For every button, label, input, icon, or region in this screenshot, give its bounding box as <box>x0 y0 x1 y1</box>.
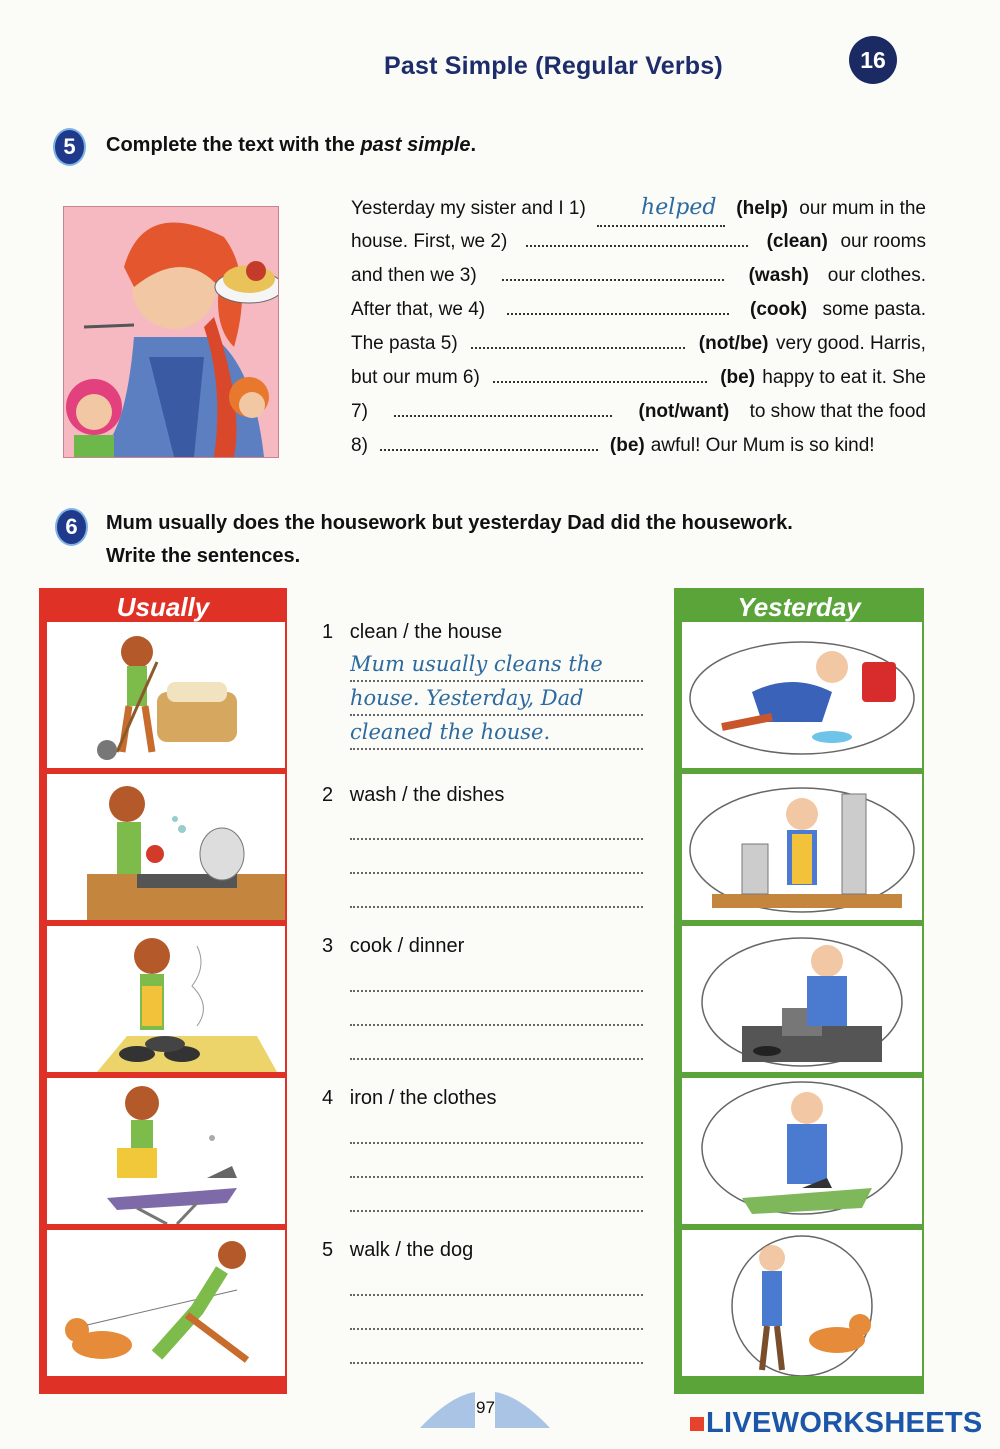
item-5-answer-line-2[interactable] <box>350 1298 643 1330</box>
text-line-5 <box>351 327 926 361</box>
yesterday-picture-iron <box>682 1078 922 1224</box>
gap-8-input[interactable] <box>380 445 598 451</box>
item-2-answer-line-1[interactable] <box>350 808 643 840</box>
gap-4-input[interactable] <box>507 309 729 315</box>
item-2-answer-line-3[interactable] <box>350 876 643 908</box>
exercise-5-instruction <box>106 134 476 157</box>
verb-2: (clean) <box>766 231 828 252</box>
verb-4: (cook) <box>750 299 808 320</box>
line-4-text: After that, we 4) <box>351 299 486 320</box>
text-line-7 <box>351 395 926 429</box>
page-title: Past Simple (Regular Verbs) <box>384 52 723 80</box>
text-line-3 <box>351 259 926 293</box>
page-number: 97 <box>476 1398 495 1417</box>
text-line-1 <box>351 191 926 225</box>
gap-6-input[interactable] <box>493 377 707 383</box>
item-3-answer-line-1[interactable] <box>350 960 643 992</box>
item-2-answer-line-2[interactable] <box>350 842 643 874</box>
line-1-text: Yesterday my sister and I 1) <box>351 198 586 219</box>
item-4-answer-line-3[interactable] <box>350 1180 643 1212</box>
usually-heading: Usually <box>116 592 210 622</box>
line-4-end: some pasta. <box>822 299 926 320</box>
exercise-6-instruction-line2: Write the sentences. <box>106 545 301 567</box>
usually-column <box>39 588 287 1394</box>
item-5-answer-line-1[interactable] <box>350 1264 643 1296</box>
yesterday-picture-wash <box>682 774 922 920</box>
gap-5-input[interactable] <box>471 343 685 349</box>
verb-7: (not/want) <box>638 401 730 422</box>
instruction-text: Complete the text with the <box>106 134 361 156</box>
line-8-text: 8) <box>351 435 368 456</box>
family-illustration <box>63 206 279 458</box>
item-4-prompt: 4 iron / the clothes <box>322 1087 497 1109</box>
verb-3: (wash) <box>748 265 809 286</box>
line-3-end: our clothes. <box>827 265 926 286</box>
gap-1-input[interactable]: helped <box>597 191 725 227</box>
usually-picture-walk-dog <box>47 1230 285 1376</box>
line-5-end: very good. Harris, <box>776 333 926 354</box>
line-7-text: 7) <box>351 401 368 422</box>
liveworksheets-logo <box>690 1407 983 1440</box>
usually-picture-clean <box>47 622 285 768</box>
item-3-answer-line-3[interactable] <box>350 1028 643 1060</box>
line-7-end: to show that the food <box>749 401 926 422</box>
item-5-prompt: 5 walk / the dog <box>322 1239 474 1261</box>
item-4-answer-line-1[interactable] <box>350 1112 643 1144</box>
line-6-text: but our mum 6) <box>351 367 480 388</box>
line-6-end: happy to eat it. She <box>762 367 926 388</box>
text-line-2 <box>351 225 926 259</box>
instruction-punct: . <box>470 134 477 156</box>
brand-icon <box>690 1417 704 1431</box>
usually-picture-iron <box>47 1078 285 1224</box>
item-3-prompt: 3 cook / dinner <box>322 935 465 957</box>
instruction-emphasis: past simple <box>360 134 471 156</box>
exercise-6-badge: 6 <box>55 508 88 546</box>
verb-8: (be) <box>609 435 645 456</box>
item-1-answer-line-3[interactable]: cleaned the house. <box>350 718 643 750</box>
gap-7-input[interactable] <box>394 411 612 417</box>
verb-6: (be) <box>720 367 756 388</box>
text-line-6 <box>351 361 926 395</box>
exercise-6-instruction-line1: Mum usually does the housework but yesterday Dad did the housework. <box>106 512 793 534</box>
text-line-4 <box>351 293 926 327</box>
verb-1: (help) <box>736 198 789 219</box>
item-5-answer-line-3[interactable] <box>350 1332 643 1364</box>
line-1-end: our mum in the <box>799 198 926 219</box>
line-5-text: The pasta 5) <box>351 333 458 354</box>
item-4-answer-line-2[interactable] <box>350 1146 643 1178</box>
yesterday-picture-cook <box>682 926 922 1072</box>
line-8-end: awful! Our Mum is so kind! <box>650 435 875 456</box>
item-3-answer-line-2[interactable] <box>350 994 643 1026</box>
exercise-5-badge: 5 <box>53 128 86 166</box>
text-line-8 <box>351 429 926 463</box>
usually-picture-wash <box>47 774 285 920</box>
girl-with-pasta-picture <box>64 207 278 457</box>
gap-3-input[interactable] <box>502 275 724 281</box>
usually-picture-cook <box>47 926 285 1072</box>
yesterday-heading: Yesterday <box>737 592 861 622</box>
line-3-text: and then we 3) <box>351 265 477 286</box>
yesterday-picture-clean <box>682 622 922 768</box>
gap-2-input[interactable] <box>526 241 748 247</box>
item-2-prompt: 2 wash / the dishes <box>322 784 505 806</box>
item-1-answer-line-2[interactable]: house. Yesterday, Dad <box>350 684 643 716</box>
yesterday-column <box>674 588 924 1394</box>
item-1-prompt: 1 clean / the house <box>322 621 503 643</box>
line-2-text: house. First, we 2) <box>351 231 508 252</box>
brand-text: LIVEWORKSHEETS <box>706 1407 983 1439</box>
verb-5: (not/be) <box>698 333 769 354</box>
item-1-answer-line-1[interactable]: Mum usually cleans the <box>350 650 643 682</box>
yesterday-picture-walk-dog <box>682 1230 922 1376</box>
line-2-end: our rooms <box>840 231 926 252</box>
unit-number-badge: 16 <box>849 36 897 84</box>
